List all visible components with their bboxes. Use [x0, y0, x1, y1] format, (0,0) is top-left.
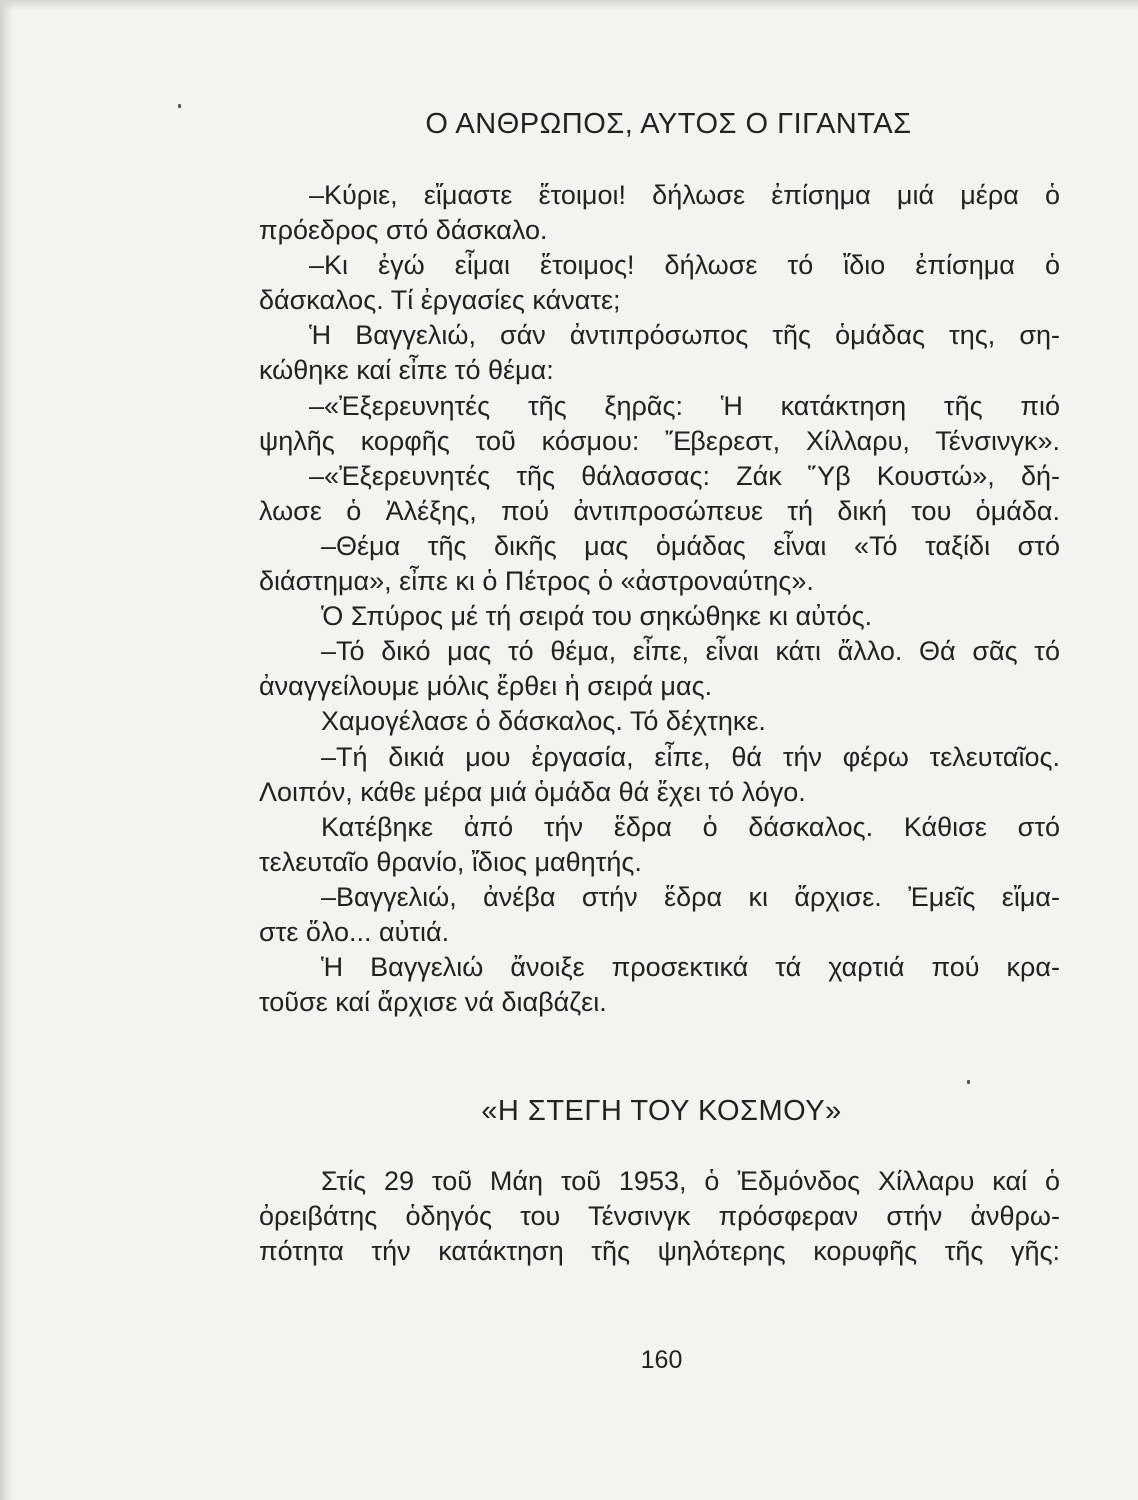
text-line: πότητα τήν κατάκτηση τῆς ψηλότερης κορυφῆς τῆς γῆς: [259, 1236, 1060, 1267]
text-line: –Κι ἐγώ εἶμαι ἕτοιμος! δήλωσε τό ἴδιο ἐπίσημα ὁ [309, 250, 1060, 281]
text-line: δάσκαλος. Τί ἐργασίες κάνατε; [259, 285, 621, 316]
print-speck [967, 1080, 970, 1084]
body-text [259, 178, 1060, 1020]
text-line: ψηλῆς κορφῆς τοῦ κόσμου: Ἔβερεστ, Χίλλαρυ, Τένσινγκ». [259, 425, 1060, 456]
text-line: ὀρειβάτης ὁδηγός του Τένσινγκ πρόσφεραν στήν ἀνθρω- [259, 1201, 1060, 1232]
text-line: –«Ἐξερευνητές τῆς ξηρᾶς: Ἡ κατάκτηση τῆς πιό [309, 390, 1060, 421]
chapter-title: Ο ΑΝΘΡΩΠΟΣ, ΑΥΤΟΣ Ο ΓΙΓΑΝΤΑΣ [425, 108, 912, 140]
text-line: Στίς 29 τοῦ Μάη τοῦ 1953, ὁ Ἐδμόνδος Χίλλαρυ καί ὁ [321, 1166, 1060, 1196]
text-line: –Τό δικό μας τό θέμα, εἶπε, εἶναι κάτι ἄλλο. Θά σᾶς τό [321, 636, 1060, 667]
text-line: διάστημα», εἶπε κι ὁ Πέτρος ὁ «ἀστροναύτης». [259, 566, 814, 597]
print-speck [178, 104, 181, 108]
page-number: 160 [640, 1346, 683, 1374]
text-line: Ἡ Βαγγελιώ, σάν ἀντιπρόσωπος τῆς ὁμάδας της, ση- [309, 320, 1060, 351]
text-line: –Κύριε, εἴμαστε ἕτοιμοι! δήλωσε ἐπίσημα μιά μέρα ὁ [309, 180, 1060, 210]
text-line: στε ὅλο... αὐτιά. [259, 916, 450, 947]
text-line: Λοιπόν, κάθε μέρα μιά ὁμάδα θά ἔχει τό λόγο. [259, 776, 806, 807]
text-line: πρόεδρος στό δάσκαλο. [259, 215, 548, 246]
text-line: Ἡ Βαγγελιώ ἄνοιξε προσεκτικά τά χαρτιά πού κρα- [321, 952, 1060, 983]
text-line: –Βαγγελιώ, ἀνέβα στήν ἕδρα κι ἄρχισε. Ἐμεῖς εἴμα- [321, 881, 1060, 912]
text-line: κώθηκε καί εἶπε τό θέμα: [259, 355, 554, 386]
section-body-text [259, 1164, 1060, 1269]
text-line: Χαμογέλασε ὁ δάσκαλος. Τό δέχτηκε. [321, 706, 766, 737]
text-line: –Τή δικιά μου ἐργασία, εἶπε, θά τήν φέρω τελευταῖος. [321, 741, 1060, 772]
text-line: τελευταῖο θρανίο, ἴδιος μαθητής. [259, 846, 642, 877]
text-line: Ὁ Σπύρος μέ τή σειρά του σηκώθηκε κι αὐτός. [321, 601, 873, 632]
text-line: ἀναγγείλουμε μόλις ἔρθει ἡ σειρά μας. [259, 671, 713, 702]
text-line: τοῦσε καί ἄρχισε νά διαβάζει. [259, 987, 607, 1018]
text-line: Κατέβηκε ἀπό τήν ἕδρα ὁ δάσκαλος. Κάθισε στό [321, 811, 1060, 842]
text-line: λωσε ὁ Ἀλέξης, πού ἀντιπροσώπευε τή δική του ὁμάδα. [259, 495, 1060, 526]
text-line: –«Ἐξερευνητές τῆς θάλασσας: Ζάκ Ὕβ Κουστώ», δή- [309, 460, 1060, 491]
section-title: «Η ΣΤΕΓΗ ΤΟΥ ΚΟΣΜΟΥ» [481, 1095, 842, 1127]
text-line: –Θέμα τῆς δικῆς μας ὁμάδας εἶναι «Τό ταξίδι στό [321, 530, 1060, 561]
